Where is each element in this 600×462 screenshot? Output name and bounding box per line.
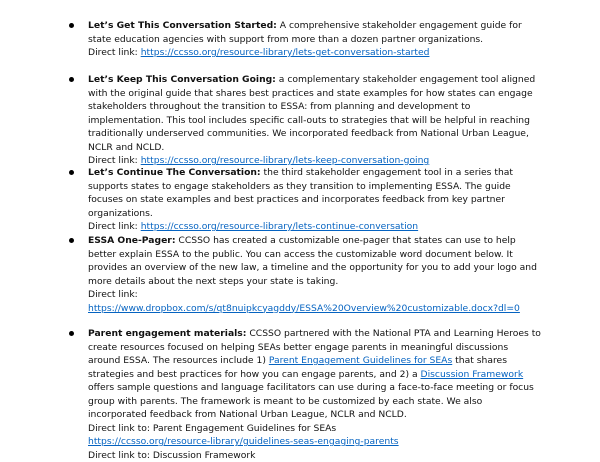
item-body xyxy=(88,73,543,154)
direct-link-label: Direct link: xyxy=(88,155,141,166)
list-item xyxy=(88,19,543,60)
bullet-icon xyxy=(69,170,74,175)
direct-link[interactable]: https://ccsso.org/resource-library/guidelines-seas-engaging-parents xyxy=(88,436,399,447)
item-title: ESSA One-Pager: xyxy=(88,235,176,246)
discussion-framework-link[interactable]: Discussion Framework xyxy=(421,369,524,380)
direct-link-label: Direct link: xyxy=(88,221,141,232)
list-item xyxy=(88,327,543,462)
item-title: Let’s Keep This Conversation Going: xyxy=(88,74,276,85)
item-description: the third stakeholder engagement tool in a series that supports states to engage stakeholders as they transition to implementing ESSA. The guide focuses on state examples and best practices and incorporates feedback from key partner organizations. xyxy=(88,167,513,219)
item-description-part3: offers sample questions and language facilitators can use during a face-to-face meeting or focus group with parents. The framework is meant to be customized by each state. We also incorporated feedback from National Urban League, NCLR and NCLD. xyxy=(88,382,534,420)
item-body xyxy=(88,234,543,288)
direct-link-label: Direct link: xyxy=(88,47,141,58)
item-title: Let’s Get This Conversation Started: xyxy=(88,20,277,31)
list-item xyxy=(88,166,543,234)
direct-link[interactable]: https://www.dropbox.com/s/qt8nuipkcyagddy/ESSA%20Overview%20customizable.docx?dl=0 xyxy=(88,303,520,314)
item-body xyxy=(88,19,543,46)
intro-line-rest xyxy=(225,0,451,1)
direct-link-label: Direct link: xyxy=(88,288,543,302)
item-description: a complementary stakeholder engagement tool aligned with the original guide that shares best practices and state examples for how states can engage stakeholders throughout the transition to ESSA: from planning and development to implementation. This tool includes specific call-outs to strategies that will be helpful in reaching traditionally underserved communities. We incorporated feedback from National Urban League, NCLR and NCLD. xyxy=(88,74,535,153)
direct-link-row xyxy=(88,435,543,449)
resource-library-link[interactable] xyxy=(70,0,225,1)
list-item xyxy=(88,234,543,315)
item-title: Parent engagement materials: xyxy=(88,328,246,339)
direct-link-row xyxy=(88,302,543,316)
item-description: A comprehensive stakeholder engagement guide for state education agencies with support from more than a dozen partner organizations. xyxy=(88,20,522,45)
direct-link[interactable]: https://ccsso.org/resource-library/lets-get-conversation-started xyxy=(141,47,430,58)
bullet-icon xyxy=(69,331,74,336)
direct-link-row xyxy=(88,46,543,60)
parent-guidelines-link[interactable]: Parent Engagement Guidelines for SEAs xyxy=(269,355,452,366)
item-body xyxy=(88,166,543,220)
direct-link-row xyxy=(88,220,543,234)
direct-link-label: Direct link to: Parent Engagement Guidelines for SEAs xyxy=(88,422,543,436)
item-description: CCSSO has created a customizable one-pager that states can use to help better explain ESSA to the public. You can access the customizable word document below. It provides an overview of the new law, a timeline and the opportunity for you to add your logo and more details about the next steps your state is taking. xyxy=(88,235,537,287)
item-description-part1: CCSSO partnered with the National PTA and Learning Heroes to create resources focused on helping SEAs better engage parents in meaningful discussions around ESSA. The resources include 1) xyxy=(88,328,541,366)
intro-line xyxy=(70,0,451,3)
direct-link[interactable]: https://ccsso.org/resource-library/lets-keep-conversation-going xyxy=(141,155,430,166)
bullet-icon xyxy=(69,77,74,82)
item-description-part2: that shares strategies and best practices for how you can engage parents, and 2) a xyxy=(88,355,507,380)
bullet-icon xyxy=(69,238,74,243)
direct-link[interactable]: https://ccsso.org/resource-library/lets-continue-conversation xyxy=(141,221,418,232)
item-body xyxy=(88,327,543,422)
list-item xyxy=(88,73,543,168)
bullet-icon xyxy=(69,23,74,28)
item-title: Let’s Continue The Conversation: xyxy=(88,167,261,178)
next-direct-link-label: Direct link to: Discussion Framework xyxy=(88,449,543,462)
